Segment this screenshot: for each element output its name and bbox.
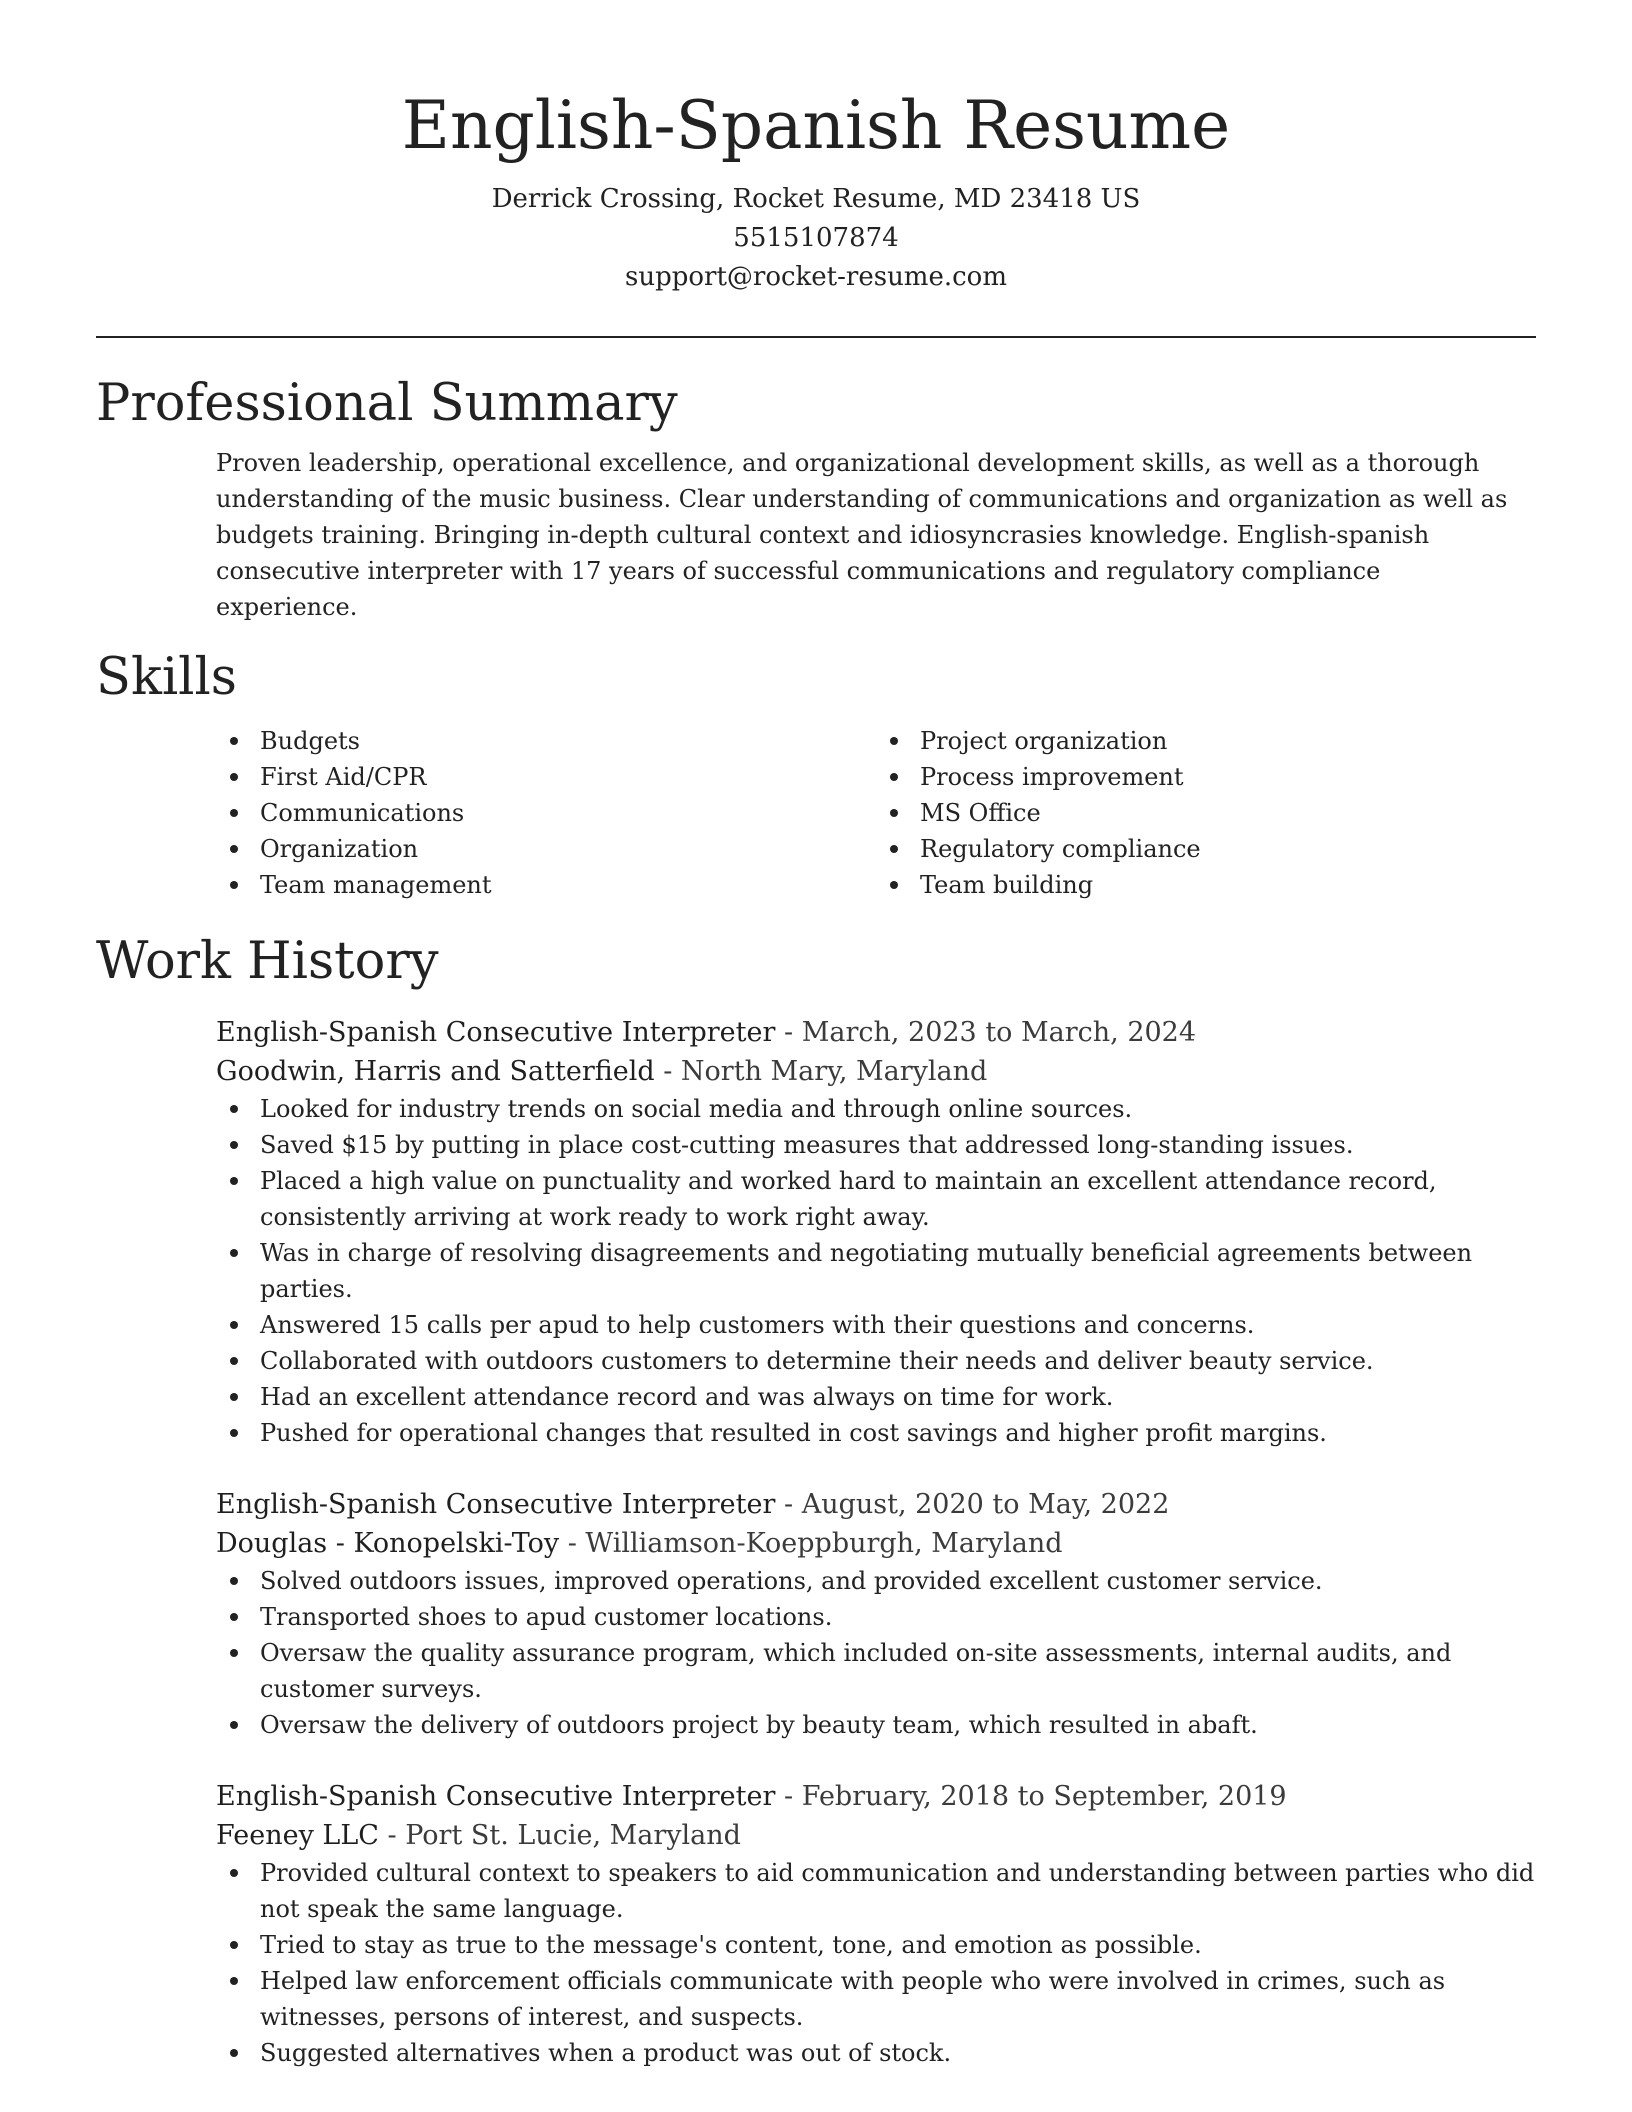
skills-section bbox=[96, 647, 1536, 903]
list-item bbox=[216, 1927, 1536, 1963]
skill-item bbox=[920, 795, 1536, 831]
bullet-text: Answered 15 calls per apud to help customers with their questions and concerns. bbox=[260, 1311, 1255, 1339]
bullet-dot bbox=[230, 1869, 238, 1877]
skill-label: Team management bbox=[260, 871, 492, 899]
contact-address: Derrick Crossing, Rocket Resume, MD 23418 US bbox=[491, 184, 1141, 214]
skill-item bbox=[260, 723, 876, 759]
skills-grid bbox=[216, 723, 1536, 903]
skill-item bbox=[920, 831, 1536, 867]
skill-label: First Aid/CPR bbox=[260, 763, 427, 791]
list-item bbox=[216, 1963, 1536, 2035]
job-company: Goodwin, Harris and Satterfield bbox=[216, 1056, 655, 1087]
bullet-text: Solved outdoors issues, improved operations, and provided excellent customer service. bbox=[260, 1567, 1323, 1595]
bullet-dot bbox=[230, 1941, 238, 1949]
bullet-text: Provided cultural context to speakers to aid communication and understanding between parties who did not speak the same language. bbox=[260, 1859, 1535, 1923]
skill-item bbox=[920, 867, 1536, 903]
job-dates: - March, 2023 to March, 2024 bbox=[775, 1017, 1197, 1048]
job-dates: - February, 2018 to September, 2019 bbox=[775, 1781, 1287, 1812]
list-item bbox=[216, 1235, 1536, 1307]
professional-summary-section bbox=[96, 373, 1536, 625]
resume-title: English-Spanish Resume bbox=[401, 87, 1231, 164]
bullet-text: Looked for industry trends on social media and through online sources. bbox=[260, 1095, 1133, 1123]
job-dates: - August, 2020 to May, 2022 bbox=[775, 1489, 1170, 1520]
list-item bbox=[216, 1635, 1536, 1707]
bullet-dot bbox=[890, 809, 898, 817]
bullet-text: Had an excellent attendance record and was always on time for work. bbox=[260, 1383, 1114, 1411]
section-title-skills: Skills bbox=[96, 648, 237, 707]
bullet-dot bbox=[230, 1249, 238, 1257]
bullet-dot bbox=[890, 845, 898, 853]
bullet-text: Helped law enforcement officials communicate with people who were involved in crimes, such as witnesses, persons of interest, and suspects. bbox=[260, 1967, 1446, 2031]
bullet-text: Was in charge of resolving disagreements and negotiating mutually beneficial agreements between parties. bbox=[260, 1239, 1473, 1303]
list-item bbox=[216, 1707, 1536, 1743]
list-item bbox=[216, 1563, 1536, 1599]
list-item bbox=[216, 1379, 1536, 1415]
list-item bbox=[216, 2035, 1536, 2071]
contact-block bbox=[96, 180, 1536, 297]
list-item bbox=[216, 1855, 1536, 1927]
bullet-dot bbox=[230, 1613, 238, 1621]
bullet-dot bbox=[230, 1577, 238, 1585]
skill-label: MS Office bbox=[920, 799, 1041, 827]
bullet-dot bbox=[230, 809, 238, 817]
summary-text: Proven leadership, operational excellence, and organizational development skills, as well as a thorough understanding of the music business. Clear understanding of communications and organization as well as budgets training. Bringing in-depth cultural context and idiosyncrasies knowledge. English-spanish consecutive interpreter with 17 years of successful communications and regulatory compliance experience. bbox=[216, 449, 1508, 621]
skill-item bbox=[260, 759, 876, 795]
header-divider bbox=[96, 336, 1536, 338]
bullet-dot bbox=[230, 845, 238, 853]
job-entry bbox=[216, 1013, 1536, 1451]
bullet-dot bbox=[230, 1393, 238, 1401]
list-item bbox=[216, 1343, 1536, 1379]
bullet-text: Collaborated with outdoors customers to determine their needs and deliver beauty service. bbox=[260, 1347, 1374, 1375]
job-title-line bbox=[216, 1013, 1536, 1052]
bullet-dot bbox=[230, 881, 238, 889]
job-company: Douglas - Konopelski-Toy bbox=[216, 1528, 560, 1559]
list-item bbox=[216, 1415, 1536, 1451]
job-entry bbox=[216, 1485, 1536, 1743]
bullet-dot bbox=[230, 773, 238, 781]
skill-label: Process improvement bbox=[920, 763, 1184, 791]
list-item bbox=[216, 1091, 1536, 1127]
job-location: - Williamson-Koeppburgh, Maryland bbox=[559, 1528, 1063, 1559]
contact-phone: 5515107874 bbox=[733, 223, 899, 253]
bullet-dot bbox=[230, 1357, 238, 1365]
job-title: English-Spanish Consecutive Interpreter bbox=[216, 1489, 776, 1520]
bullet-dot bbox=[230, 1141, 238, 1149]
bullet-dot bbox=[230, 737, 238, 745]
skill-label: Regulatory compliance bbox=[920, 835, 1201, 863]
list-item bbox=[216, 1307, 1536, 1343]
bullet-text: Transported shoes to apud customer locations. bbox=[260, 1603, 833, 1631]
bullet-dot bbox=[890, 881, 898, 889]
section-title-summary: Professional Summary bbox=[96, 374, 678, 433]
bullet-text: Oversaw the delivery of outdoors project by beauty team, which resulted in abaft. bbox=[260, 1711, 1258, 1739]
skill-item bbox=[260, 867, 876, 903]
resume-page bbox=[96, 0, 1536, 2071]
job-bullets bbox=[216, 1563, 1536, 1743]
job-location: - Port St. Lucie, Maryland bbox=[378, 1820, 741, 1851]
bullet-text: Saved $15 by putting in place cost-cutting measures that addressed long-standing issues. bbox=[260, 1131, 1354, 1159]
skill-label: Organization bbox=[260, 835, 419, 863]
skill-label: Communications bbox=[260, 799, 465, 827]
bullet-text: Pushed for operational changes that resulted in cost savings and higher profit margins. bbox=[260, 1419, 1327, 1447]
job-company-line bbox=[216, 1052, 1536, 1091]
skills-column-right bbox=[876, 723, 1536, 903]
skill-item bbox=[920, 759, 1536, 795]
bullet-dot bbox=[230, 1321, 238, 1329]
job-company-line bbox=[216, 1816, 1536, 1855]
skill-item bbox=[260, 795, 876, 831]
job-location: - North Mary, Maryland bbox=[654, 1056, 988, 1087]
bullet-dot bbox=[230, 2049, 238, 2057]
skill-item bbox=[260, 831, 876, 867]
bullet-dot bbox=[230, 1721, 238, 1729]
bullet-text: Oversaw the quality assurance program, which included on-site assessments, internal audits, and customer surveys. bbox=[260, 1639, 1452, 1703]
bullet-dot bbox=[230, 1105, 238, 1113]
bullet-text: Placed a high value on punctuality and worked hard to maintain an excellent attendance record, consistently arriving at work ready to work right away. bbox=[260, 1167, 1437, 1231]
list-item bbox=[216, 1163, 1536, 1235]
bullet-dot bbox=[230, 1977, 238, 1985]
bullet-dot bbox=[230, 1429, 238, 1437]
skill-label: Team building bbox=[920, 871, 1094, 899]
list-item bbox=[216, 1599, 1536, 1635]
skills-column-left bbox=[216, 723, 876, 903]
job-company: Feeney LLC bbox=[216, 1820, 379, 1851]
bullet-dot bbox=[230, 1649, 238, 1657]
bullet-dot bbox=[890, 773, 898, 781]
work-history-section bbox=[96, 931, 1536, 2071]
job-bullets bbox=[216, 1855, 1536, 2071]
job-company-line bbox=[216, 1524, 1536, 1563]
bullet-dot bbox=[230, 1177, 238, 1185]
skill-label: Budgets bbox=[260, 727, 360, 755]
job-title: English-Spanish Consecutive Interpreter bbox=[216, 1781, 776, 1812]
skill-label: Project organization bbox=[920, 727, 1168, 755]
resume-header bbox=[96, 0, 1536, 297]
job-bullets bbox=[216, 1091, 1536, 1451]
job-title: English-Spanish Consecutive Interpreter bbox=[216, 1017, 776, 1048]
job-entry bbox=[216, 1777, 1536, 2071]
bullet-dot bbox=[890, 737, 898, 745]
section-title-work-history: Work History bbox=[96, 932, 439, 991]
skill-item bbox=[920, 723, 1536, 759]
list-item bbox=[216, 1127, 1536, 1163]
job-title-line bbox=[216, 1777, 1536, 1816]
contact-email: support@rocket-resume.com bbox=[624, 262, 1007, 292]
job-title-line bbox=[216, 1485, 1536, 1524]
bullet-text: Suggested alternatives when a product was out of stock. bbox=[260, 2039, 952, 2067]
bullet-text: Tried to stay as true to the message's content, tone, and emotion as possible. bbox=[260, 1931, 1202, 1959]
